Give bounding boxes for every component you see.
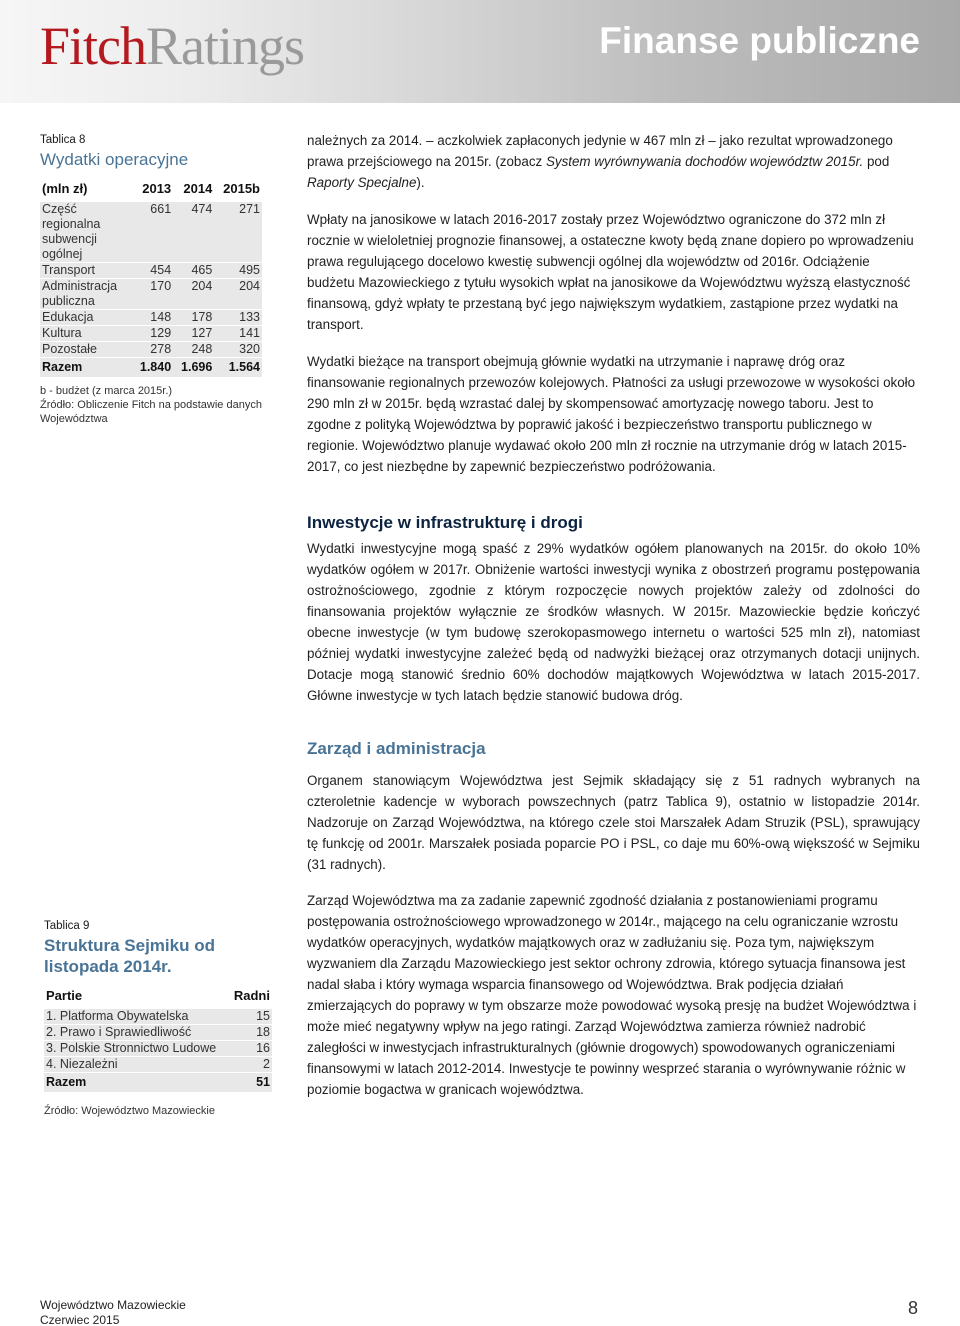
sejmik-structure-table (44, 986, 272, 1092)
cell-value: 271 (214, 202, 262, 263)
cell-value: 129 (132, 326, 173, 342)
footer-entity: Województwo Mazowieckie (40, 1298, 186, 1312)
row-label: 1. Platforma Obywatelska (44, 1009, 229, 1025)
table-row (44, 1041, 272, 1057)
table-9 (44, 920, 272, 1118)
cell-value: 178 (173, 310, 214, 326)
row-label: Edukacja (40, 310, 132, 326)
text-run: ). (416, 175, 425, 190)
cell-value: 2 (229, 1057, 272, 1073)
total-value: 1.564 (214, 358, 262, 378)
table-total-row (44, 1073, 272, 1093)
table-row (40, 310, 262, 326)
table-header-row (40, 179, 262, 202)
table-9-source: Źródło: Województwo Mazowieckie (44, 1105, 215, 1117)
cell-value: 454 (132, 263, 173, 279)
section-governance (307, 738, 920, 875)
col-header: 2015b (214, 179, 262, 202)
cell-value: 127 (173, 326, 214, 342)
total-value: 51 (229, 1073, 272, 1093)
table-row (44, 1025, 272, 1041)
table-row (44, 1057, 272, 1073)
cell-value: 465 (173, 263, 214, 279)
table-row (40, 263, 262, 279)
table-8-source: Źródło: Obliczenie Fitch na podstawie danych Województwa (40, 399, 262, 425)
table-8-label: Tablica 8 (40, 134, 86, 146)
report-reference: System wyrównywania dochodów województw 2015r. (545, 154, 864, 169)
col-header: Radni (229, 986, 272, 1009)
row-label: Transport (40, 263, 132, 279)
table-row (44, 1009, 272, 1025)
row-label: Część regionalna subwencji ogólnej (40, 202, 132, 263)
page-header (0, 0, 960, 103)
cell-value: 204 (214, 279, 262, 310)
col-header: Partie (44, 986, 229, 1009)
cell-value: 16 (229, 1041, 272, 1057)
paragraph-board: Zarząd Województwa ma za zadanie zapewnić zgodność działania z postanowieniami programu postępowania ostrożnościowego wprowadzonego w 2014r., mającego na celu ograniczanie wzrostu wydatków operacyjnych, wydatków majątkowych oraz w zadłużaniu się. Poza tym, największym wyzwaniem dla Zarządu Mazowieckiego jest sektor ochrony zdrowia, którego sytuacja finansowa jest nadal słaba i który wymaga wsparcia finansowego od Województwa. Brak podjęcia działań zmierzających do poprawy w tym obszarze może powodować wysoką presję na budżet Województwa i może mieć negatywny wpływ na jego ratingi. Zarząd Województwa zamierza również nadrobić zaległości w inwestycjach infrastrukturalnych (głównie drogowych) spowodowanych ograniczeniami finansowymi w latach 2012-2014. Inwestycje te powinny wesprzeć starania o wyrównywanie różnic w poziomie bogactwa w granicach województwa. (307, 893, 917, 1097)
col-header: (mln zł) (40, 179, 132, 202)
table-total-row (40, 358, 262, 378)
cell-value: 661 (132, 202, 173, 263)
total-value: 1.840 (132, 358, 173, 378)
table-8-title: Wydatki operacyjne (40, 150, 189, 169)
cell-value: 495 (214, 263, 262, 279)
total-label: Razem (44, 1073, 229, 1093)
table-row (40, 279, 262, 310)
row-label: 3. Polskie Stronnictwo Ludowe (44, 1041, 229, 1057)
cell-value: 18 (229, 1025, 272, 1041)
operating-expenses-table (40, 179, 262, 377)
paragraph-janosikowe: Wpłaty na janosikowe w latach 2016-2017 zostały przez Województwo ograniczone do 372 mln zł rocznie w wieloletniej prognozie finansowej, a ostateczne kwoty będą znane dopiero po wprowadzeniu prawa regulującego docelowo kwestię subwencji ogólnej dla województw od 2016r. Odciążenie budżetu Mazowieckiego z tytułu wysokich wpłat na janosikowe da Województwu wyższą elastyczność finansową, gdyż wpłaty te przestaną być jego największym wydatkiem, zastąpione przez wydatki na transport. (307, 212, 914, 332)
row-label: 4. Niezależni (44, 1057, 229, 1073)
table-8-note: b - budżet (z marca 2015r.) (40, 385, 173, 397)
cell-value: 141 (214, 326, 262, 342)
table-9-title: Struktura Sejmiku od listopada 2014r. (44, 936, 215, 976)
footer-info (40, 1298, 186, 1326)
table-header-row (44, 986, 272, 1009)
paragraph-sejmik: Organem stanowiącym Województwa jest Sejmik składający się z 51 radnych wybranych na czteroletnie kadencje w wyborach powszechnych (patrz Tablica 9), ostatnio w listopadzie 2014r. Nadzoruje on Zarząd Województwa, na którego czele stoi Marszałek Adam Struzik (PSL), sprawujący tę funkcję od 2001r. Marszałek posiada poparcie PO i PSL, co daje mu 60%-ową większość w Sejmiku (31 radnych). (307, 773, 920, 872)
section-title: Finanse publiczne (599, 20, 920, 61)
col-header: 2013 (132, 179, 173, 202)
row-label: 2. Prawo i Sprawiedliwość (44, 1025, 229, 1041)
row-label: Pozostałe (40, 342, 132, 358)
cell-value: 474 (173, 202, 214, 263)
col-header: 2014 (173, 179, 214, 202)
cell-value: 148 (132, 310, 173, 326)
logo-fitch: Fitch (40, 16, 147, 76)
logo-ratings: Ratings (146, 16, 305, 76)
table-row (40, 342, 262, 358)
heading-governance: Zarząd i administracja (307, 739, 486, 758)
row-label: Kultura (40, 326, 132, 342)
cell-value: 204 (173, 279, 214, 310)
table-row (40, 202, 262, 263)
table-8 (40, 134, 262, 426)
cell-value: 320 (214, 342, 262, 358)
heading-investments: Inwestycje w infrastrukturę i drogi (307, 513, 583, 532)
paragraph-janosikowe-intro (307, 130, 920, 193)
page-number: 8 (907, 1298, 918, 1318)
special-reports-reference: Raporty Specjalne (307, 175, 417, 190)
paragraph-investments: Wydatki inwestycyjne mogą spaść z 29% wydatków ogółem planowanych na 2015r. do około 10% wydatków ogółem w 2017r. Obniżenie wartości inwestycji wynika z obostrzeń programu postępowania ostrożnościowego, zgodnie z którym rozpoczęcie nowych projektów zależy od zdolności do finansowania projektów wyłącznie ze środków własnych. W 2015r. Mazowieckie będzie kończyć obecne inwestycje (w tym budowę szerokopasmowego internetu o wartości 525 mln zł), natomiast później wydatki inwestycyjne zależeć będą od nadwyżki bieżącej oraz otrzymanych dotacji unijnych. Dotacje mogą stanowić średnio 60% dochodów majątkowych Województwa w latach 2015-2017. Główne inwestycje w tych latach będzie stanowić budowa dróg. (307, 541, 920, 703)
cell-value: 133 (214, 310, 262, 326)
table-9-label: Tablica 9 (44, 920, 90, 932)
cell-value: 15 (229, 1009, 272, 1025)
cell-value: 278 (132, 342, 173, 358)
text-run: pod (863, 154, 890, 169)
table-row (40, 326, 262, 342)
total-value: 1.696 (173, 358, 214, 378)
section-investments (307, 512, 920, 706)
footer-date: Czerwiec 2015 (40, 1313, 120, 1326)
paragraph-transport: Wydatki bieżące na transport obejmują głównie wydatki na utrzymanie i naprawę dróg oraz finansowanie regionalnych przewozów kolejowych. Płatności za usługi przewozowe w wysokości około 290 mln zł w 2015r. będą wzrastać dalej by skompensować amortyzację nowego taboru. Jest to zgodne z polityką Województwa by poprawić jakość i bezpieczeństwo transportu publicznego w regionie. Województwo planuje wydawać około 200 mln zł rocznie na utrzymanie dróg w latach 2015-2017, co jest niezbędne by zapewnić bezpieczeństwo podróżowania. (307, 354, 916, 474)
text-run: należnych za 2014. – aczkolwiek zapłaconych jedynie w 467 mln zł – jako rezultat wprowadzonego prawa przejściowego na 2015r. (zobacz (307, 133, 893, 169)
row-label: Administracja publiczna (40, 279, 132, 310)
cell-value: 170 (132, 279, 173, 310)
fitch-ratings-logo (40, 16, 304, 76)
total-label: Razem (40, 358, 132, 378)
cell-value: 248 (173, 342, 214, 358)
